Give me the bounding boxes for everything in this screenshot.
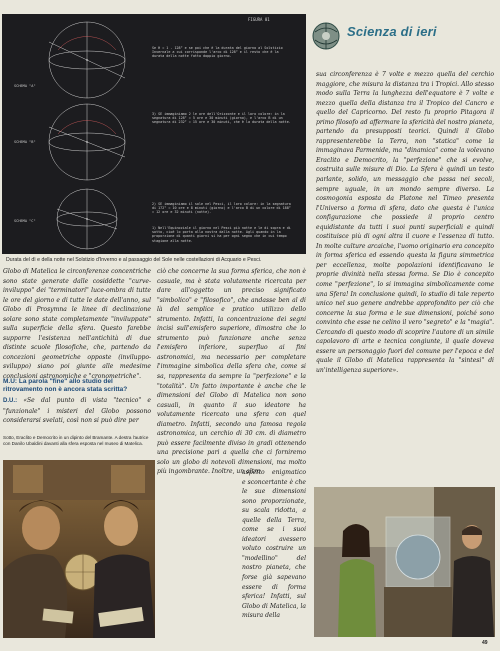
- article-paragraph: Globo di Matelica le circonferenze concentriche sono state generate dalle cosiddette "curve-inviluppo" dei "terminatori" luce-ombra di tutte le ore del giorno e di tutte le date dell'anno, sul Globo di Prosymna le linee di declinazione solare sono state completamente "inviluppate" sulla superficie della sfera. Questo farebbe supporre l'esistenza nell'antichità di due distinte scuole filosofiche, che, partendo da concezioni geometriche opposte (inviluppo-sviluppo) siano poi giunte alle medesime conclusioni astronomiche e "cronometriche".: [3, 268, 151, 381]
- interview-question-heading: M.U: La parola "fine" allo studio del ritrovamento non è ancora stata scritta?: [3, 378, 128, 394]
- article-left-column-2: [3, 396, 151, 426]
- figure-caption: Durata del dì e della notte nel Solstizio d'Inverno e al passaggio del Sole nelle costellazioni di Acquario e Pesci.: [6, 257, 262, 263]
- article-paragraph: aspetto enigmatico e sconcertante è che le sue dimensioni sono proporzionate, su scala ridotta, a quelle della Terra, come se i suoi ideatori avessero voluto costruire un "modellino" del nostro pianeta, che forse già sapevano essere di forma sferica! Infatti, sul Globo di Matelica, la misura della: [242, 469, 306, 620]
- diagram-note-1: Se H = 1 - 128° e se poi che è la durata del giorno al Solstizio Invernale a cui corrisponde l'arco di 128° e il resto che è la durata della notte fatto doppio giorno.: [152, 46, 283, 59]
- article-paragraph: ciò che concerne la sua forma sferica, che non è casuale, ma è stata volutamente ricercata per dare all'oggetto un preciso significato "simbolico" e "filosofico", che andasse ben al di là del semplice e pratico utilizzo dello strumento. Infatti, la concentrazione dei segni incisi sull'emisfero superiore, dimostra che lo strumento può funzionare anche senza l'emisfero inferiore, superfluo ai fini astronomici, ma necessario per completare l'immagine simbolica della sfera che, come si sa, rappresenta da sempre la "perfezione" e la "totalità". Un fatto importante è anche che le dimensioni del Globo di Matelica non sono casuali, in quanto il suo ideatore ha volutamente ricercato una sfera con quel diametro. Infatti, secondo una famosa regola astronomica, un cerchio di 30 cm. di diametro può essere facilmente diviso in gradi ottenendo una precisione pari a quella che ci forniremo solo un globo di notevoli dimensioni, ma molto più ingombrante. Inoltre, un altro: [157, 268, 306, 476]
- schema-c-label: SCHEMA "C": [14, 219, 36, 223]
- article-middle-column-2: [242, 468, 306, 621]
- astronomical-diagram-figure: [2, 14, 306, 254]
- figure-label: FIGURA 01: [248, 17, 270, 22]
- section-header: [309, 18, 498, 58]
- article-right-column: [316, 70, 494, 376]
- schema-a-label: SCHEMA "A": [14, 84, 36, 88]
- answer-text: «Se dal punto di vista "tecnico" e "funzionale" i misteri del Globo possono considerarsi svelati, così non si può dire per: [3, 397, 151, 425]
- page-number: 49: [482, 640, 488, 646]
- museum-photo: [314, 487, 495, 637]
- photo-caption: Sotto, Eraclito e Democrito in un dipinto del Bramante. A destra l'autrice con Danilo Ubaldini davanti alla sfera esposta nel museo di Matelica.: [3, 435, 149, 447]
- article-paragraph: sua circonferenza è 7 volte e mezzo quella del cerchio maggiore, che misura la distanza tra i Tropici. Allo stesso modo sulla Terra la lunghezza dell'equatore è 7 volte e mezzo quella della distanza tra il Tropico del Cancro e quello del Capricorno. Del resto fu proprio Pitagora il primo filosofo ad affermare la sfericità del nostro pianeta, partendo da presupposti teorici. Quindi il Globo rappresenterebbe la Terra, non "statica" come la immaginava Parmenide, ma "dinamica" come la volevano Eraclito e Democrito, la "perfezione" che si evolve, costruita sulle misure di Dio. La Sfera è quindi un testo parlante, solido, un messaggio che passa nei secoli, sempre uguale, in un mondo sempre diverso. La cosmogonia esposta da Platone nel Timeo presenta l'Universo a forma di sfera, dato che questa è l'unica configurazione che possiede il proprio centro equidistante da tutti i suoi punti superficiali e quindi costituisce più di ogni altra il cuore e l'essenza di tutto. In molte culture arcaiche, l'uomo originario era concepito in forma sferica ed essendo questa la figura simmetrica per eccellenza, molte popolazioni identificavano le proprie divinità nella stessa forma. Se Dio è concepito come "perfezione", lo si immagina simbolicamente come una Sfera! In conclusione quindi, lo studio di tale reperto unico nel suo genere andrebbe approfondito per ciò che concerne la sua forma e le sue dimensioni, poiché sono convinto che esse ne celino il vero "segreto" e la "magia". Cercando di questo modo di scoprire l'autore di un simile capolavoro di arte e tecnica congiunte, il quale doveva essere un personaggio fuori del comune per l'epoca e del quale il Globo di Matelica rappresenta la "sintesi" di un'intelligenza superiore».: [316, 71, 494, 374]
- schema-b-label: SCHEMA "B": [14, 140, 36, 144]
- article-middle-column: [157, 267, 306, 477]
- diagram-note-4: 1) Nell'Equinoziale il giorno nel Pesci più notte e le di sopra e di sotto, cioè lo porta alla nostra dalla notte. Agli quando in la proporzione di quanti giorni si ha per ogni segno che in cui tempo stagione alla notte.: [152, 226, 291, 243]
- article-left-column: [3, 267, 151, 382]
- article-paragraph: [3, 396, 151, 426]
- diagram-note-3: 2) SE immaginiamo il sole nel Pesci, il loro colore: in la segnatura di 172° = 10 ore e 8 minuti (giorno) e l'arco B di un colore di 188° = 12 ore e 32 minuti (notte).: [152, 202, 291, 215]
- painting-eraclito-democrito: [3, 460, 155, 638]
- ornamental-sphere-logo-icon: [311, 20, 341, 52]
- speaker-label: D.U.:: [3, 398, 18, 404]
- diagram-note-2: 3) SE immaginiamo 2 le ore dell'Orizzonte e il loro colore: in la segnatura di 128° = 5 ore e 30 minuti (giorno), e l'arco B di un segnatura di 232° = 15 ore e 30 minuti, che è la durata della notte.: [152, 112, 291, 125]
- section-title: Scienza di ieri: [347, 24, 437, 39]
